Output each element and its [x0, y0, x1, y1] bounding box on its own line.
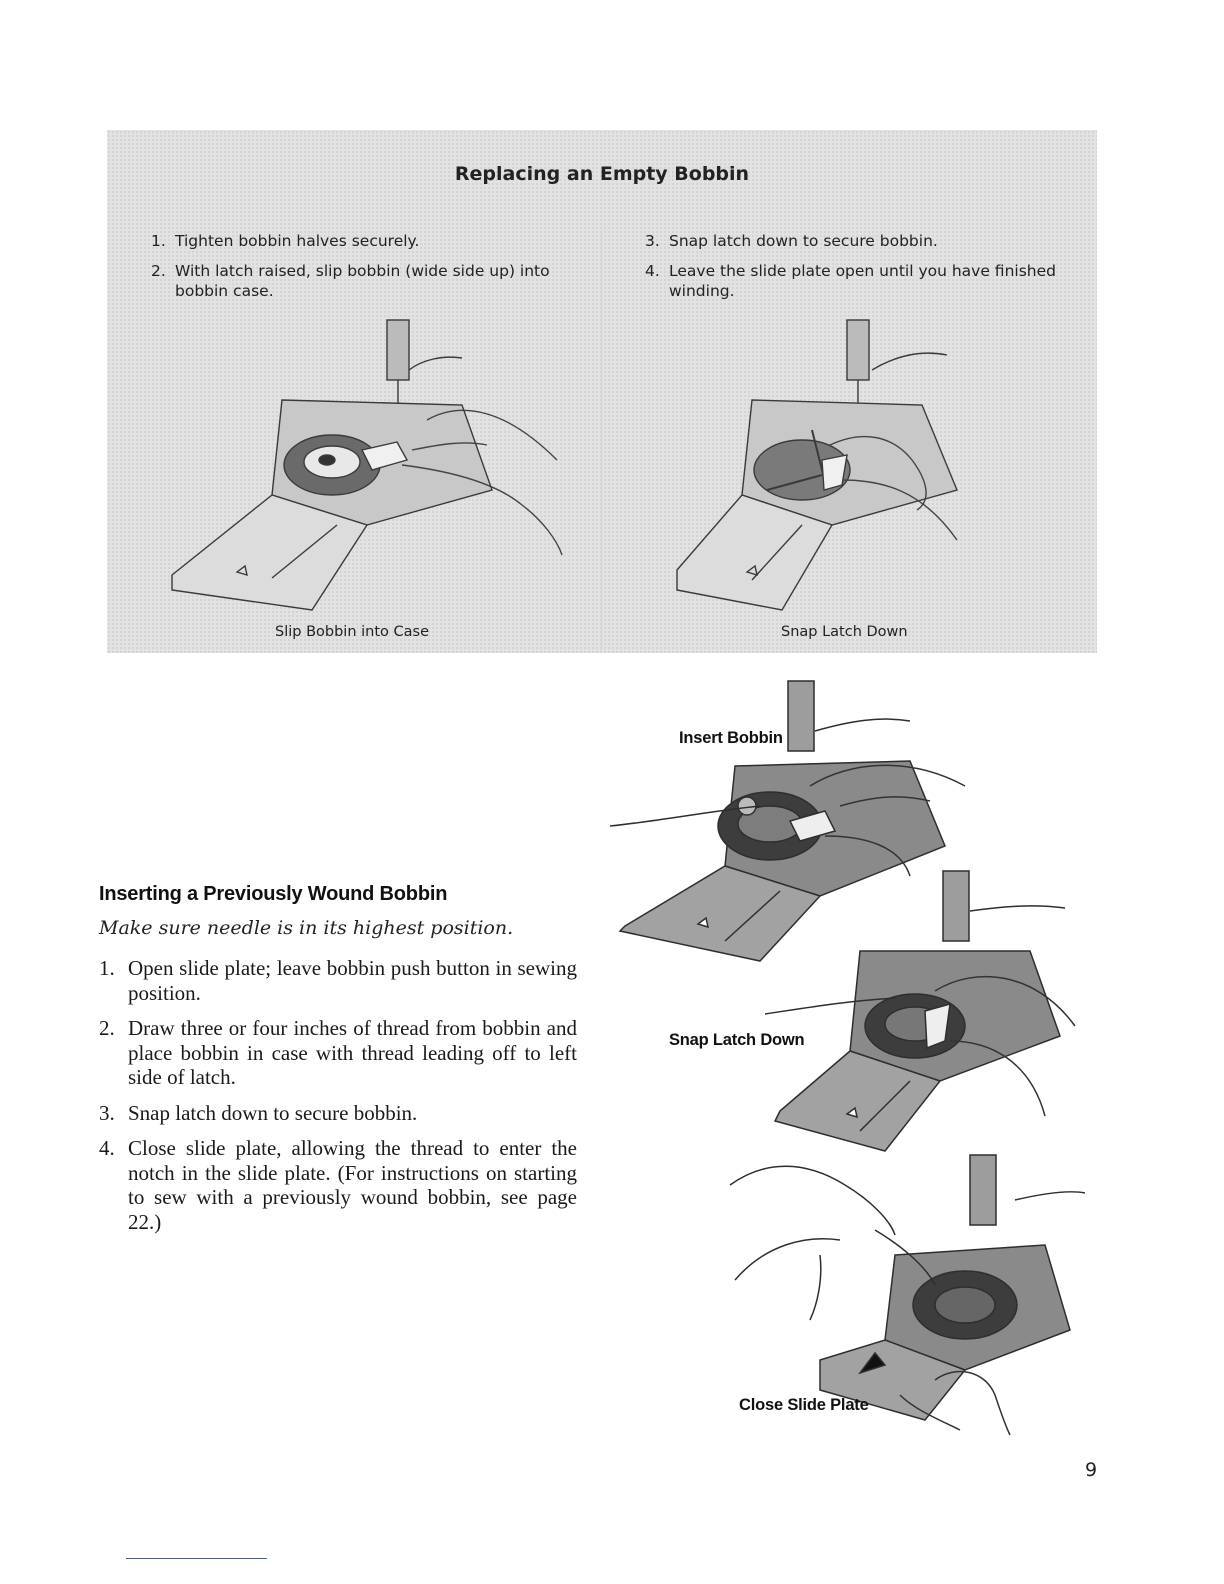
list-item [99, 1101, 577, 1126]
step-item [645, 261, 1075, 301]
slip-bobbin-illustration [162, 310, 592, 620]
list-item [99, 1016, 577, 1090]
step-text: Snap latch down to secure bobbin. [128, 1100, 418, 1125]
wound-bobbin-steps [99, 956, 577, 1245]
step-number: 1. [99, 956, 115, 980]
insert-bobbin-label: Insert Bobbin [679, 729, 783, 747]
section-note: Make sure needle is in its highest position. [99, 917, 514, 939]
list-item [99, 1136, 577, 1234]
footer-rule [126, 1558, 267, 1559]
step-item [645, 231, 1075, 251]
step-number: 2. [151, 262, 166, 280]
snap-latch-down-illustration [765, 866, 1095, 1156]
right-caption: Snap Latch Down [781, 624, 908, 640]
left-steps [151, 231, 571, 311]
panel-title: Replacing an Empty Bobbin [454, 163, 750, 185]
step-number: 4. [99, 1136, 115, 1160]
replacing-bobbin-panel [107, 130, 1097, 653]
panel-divider [601, 230, 602, 650]
close-slide-plate-label: Close Slide Plate [739, 1396, 869, 1414]
step-number: 3. [99, 1100, 115, 1125]
step-text: Draw three or four inches of thread from bobbin and place bobbin in case with thread leading off to left side of latch. [128, 1016, 577, 1089]
step-text: Close slide plate, allowing the thread to enter the notch in the slide plate. (For instructions on starting to sew with a previously wound bobbin, see page 22.) [128, 1136, 577, 1234]
step-number: 4. [645, 262, 660, 280]
section-heading: Inserting a Previously Wound Bobbin [99, 883, 448, 905]
step-text: Snap latch down to secure bobbin. [669, 232, 938, 250]
step-text: With latch raised, slip bobbin (wide side up) into bobbin case. [175, 262, 550, 300]
right-steps [645, 231, 1075, 311]
page-number: 9 [1085, 1459, 1098, 1481]
left-caption: Slip Bobbin into Case [275, 624, 429, 640]
step-text: Open slide plate; leave bobbin push button in sewing position. [128, 956, 577, 1005]
step-number: 2. [99, 1016, 115, 1040]
snap-latch-label: Snap Latch Down [669, 1031, 805, 1049]
step-number: 3. [645, 232, 660, 250]
step-item [151, 231, 571, 251]
step-text: Leave the slide plate open until you have finished winding. [669, 262, 1056, 300]
step-text: Tighten bobbin halves securely. [175, 232, 420, 250]
step-item [151, 261, 571, 301]
list-item [99, 956, 577, 1005]
snap-latch-illustration [662, 310, 1092, 620]
step-number: 1. [151, 232, 166, 250]
